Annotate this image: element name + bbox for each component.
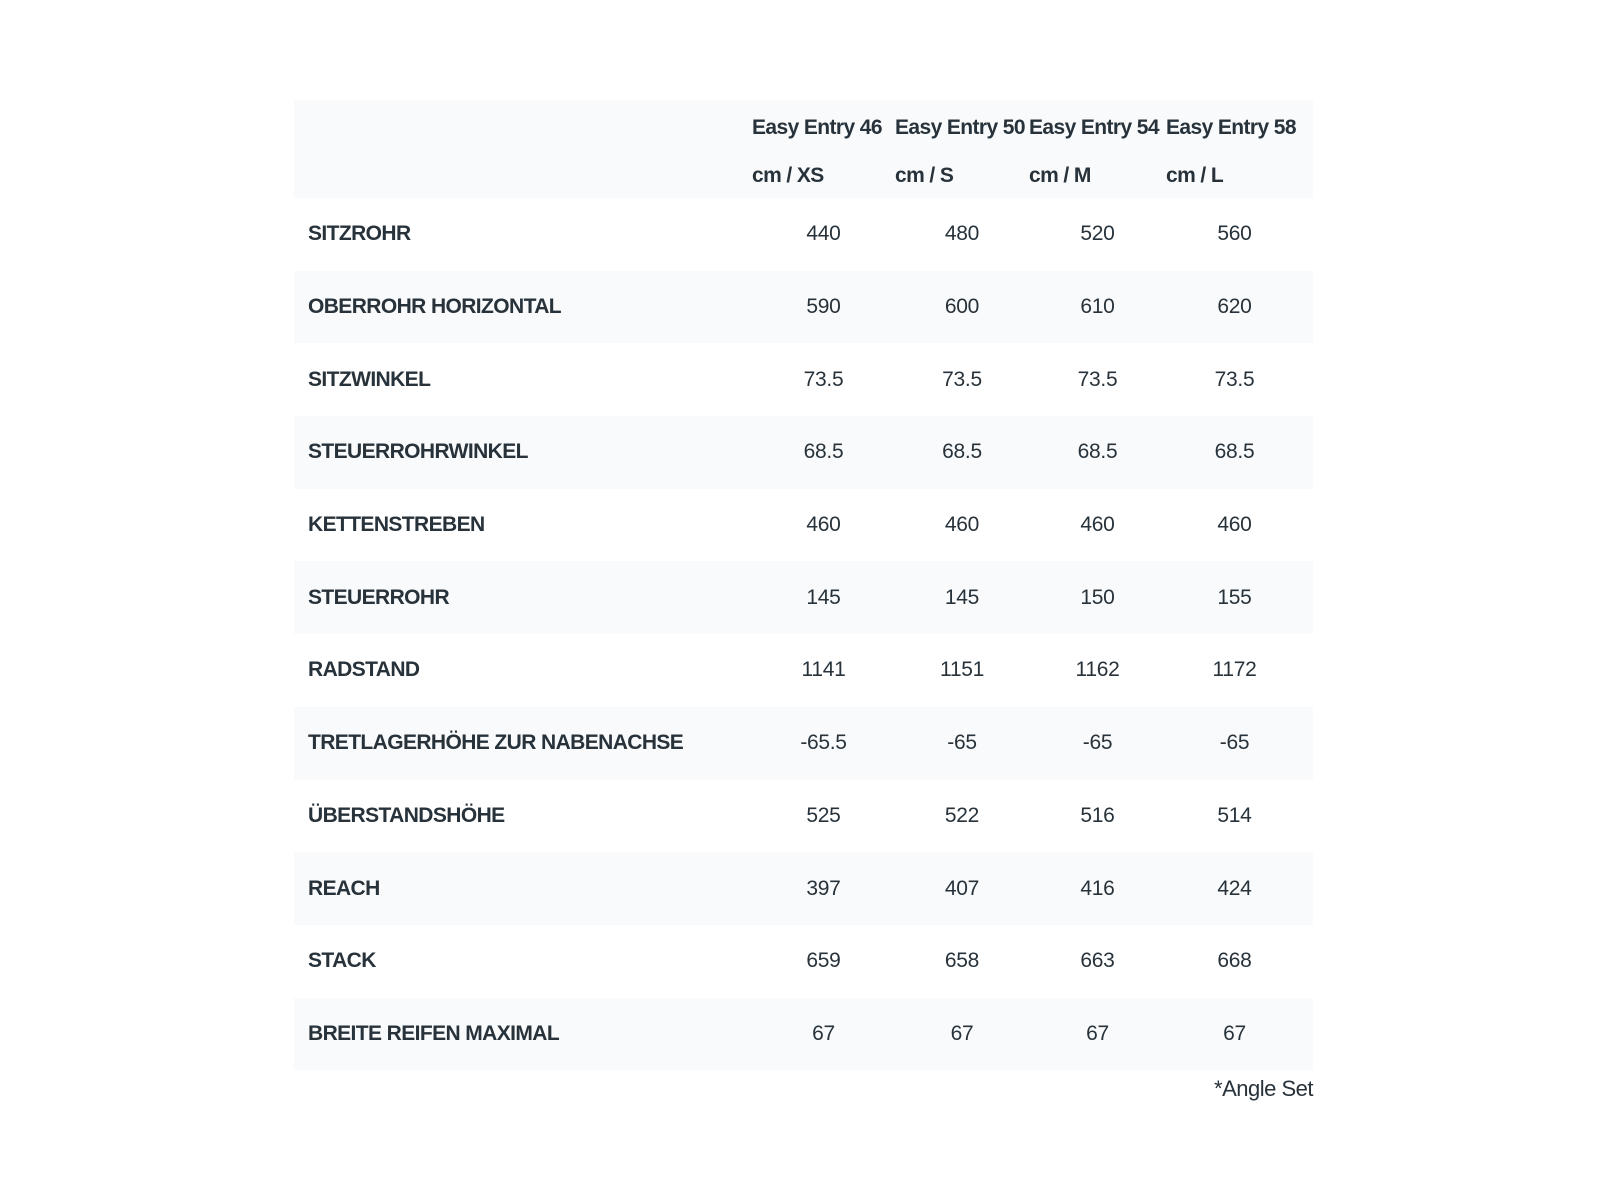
cell-value: 522 — [944, 803, 980, 827]
cell-value: 440 — [806, 222, 841, 246]
cell-value: 460 — [1217, 513, 1252, 537]
column-header-m — [1029, 100, 1166, 198]
cell-value: 1151 — [940, 658, 984, 682]
cell-value: 668 — [1217, 949, 1252, 973]
table-row — [294, 489, 1313, 562]
table-row — [294, 561, 1313, 634]
row-label: SITZWINKEL — [308, 367, 431, 391]
cell-value: 155 — [1217, 585, 1252, 609]
row-label: ÜBERSTANDSHÖHE — [308, 803, 505, 827]
cell-value: 460 — [1080, 513, 1115, 537]
column-header-line1: Easy Entry 58 — [1166, 116, 1296, 139]
table-header — [294, 100, 1313, 198]
row-label: BREITE REIFEN MAXIMAL — [308, 1021, 560, 1045]
cell-value: 68.5 — [942, 440, 982, 464]
cell-value: 73.5 — [803, 367, 844, 391]
cell-value: 663 — [1080, 949, 1115, 973]
cell-value: 416 — [1080, 876, 1115, 900]
cell-value: 610 — [1080, 295, 1115, 319]
cell-value: 658 — [944, 949, 980, 973]
cell-value: 73.5 — [942, 367, 982, 391]
cell-value: 480 — [944, 222, 980, 246]
column-header-line1: Easy Entry 50 — [895, 116, 1025, 139]
cell-value: 150 — [1080, 585, 1115, 609]
row-label: SITZROHR — [308, 222, 411, 246]
cell-value: 620 — [1217, 295, 1252, 319]
table-row — [294, 271, 1313, 344]
cell-value: 145 — [806, 585, 841, 609]
header-empty-cell — [294, 100, 752, 198]
cell-value: 73.5 — [1077, 367, 1118, 391]
row-label: KETTENSTREBEN — [308, 513, 485, 537]
table-row — [294, 780, 1313, 853]
table-row — [294, 634, 1313, 707]
cell-value: 67 — [812, 1021, 835, 1045]
column-header-line2: cm / M — [1029, 164, 1091, 187]
table-row — [294, 707, 1313, 780]
table-row — [294, 198, 1313, 271]
row-label: RADSTAND — [308, 658, 420, 682]
table-row — [294, 343, 1313, 416]
cell-value: 560 — [1217, 222, 1252, 246]
column-header-s — [895, 100, 1029, 198]
cell-value: 1162 — [1075, 658, 1120, 682]
cell-value: 460 — [806, 513, 841, 537]
cell-value: 68.5 — [1077, 440, 1118, 464]
cell-value: 1141 — [801, 658, 846, 682]
cell-value: 520 — [1080, 222, 1115, 246]
cell-value: 397 — [806, 876, 841, 900]
cell-value: 590 — [806, 295, 841, 319]
column-header-line1: Easy Entry 46 — [752, 116, 882, 139]
cell-value: 424 — [1217, 876, 1252, 900]
cell-value: 659 — [806, 949, 841, 973]
geometry-table — [294, 100, 1313, 1070]
column-header-l — [1166, 100, 1313, 198]
column-header-xs — [752, 100, 895, 198]
cell-value: 68.5 — [803, 440, 844, 464]
cell-value: 525 — [806, 803, 841, 827]
cell-value: 67 — [950, 1021, 974, 1045]
column-header-line2: cm / XS — [752, 164, 824, 187]
row-label: STACK — [308, 949, 376, 973]
row-label: STEUERROHR — [308, 585, 450, 609]
row-label: TRETLAGERHÖHE ZUR NABENACHSE — [308, 731, 684, 755]
table-row — [294, 998, 1313, 1071]
cell-value: 407 — [944, 876, 980, 900]
column-header-line2: cm / S — [895, 164, 954, 187]
cell-value: -65 — [947, 731, 977, 755]
cell-value: 516 — [1080, 803, 1115, 827]
table-row — [294, 416, 1313, 489]
cell-value: 67 — [1086, 1021, 1109, 1045]
cell-value: 514 — [1217, 803, 1252, 827]
cell-value: 145 — [944, 585, 980, 609]
cell-value: 1172 — [1212, 658, 1257, 682]
table-row — [294, 925, 1313, 998]
cell-value: 73.5 — [1214, 367, 1255, 391]
cell-value: -65 — [1219, 731, 1250, 755]
table-row — [294, 852, 1313, 925]
column-header-line1: Easy Entry 54 — [1029, 116, 1159, 139]
row-label: OBERROHR HORIZONTAL — [308, 295, 562, 319]
cell-value: -65.5 — [800, 731, 847, 755]
row-label: STEUERROHRWINKEL — [308, 440, 528, 464]
cell-value: 460 — [944, 513, 980, 537]
cell-value: 600 — [944, 295, 980, 319]
footnote: *Angle Set — [1214, 1076, 1313, 1101]
cell-value: -65 — [1082, 731, 1113, 755]
column-header-line2: cm / L — [1166, 164, 1224, 187]
cell-value: 67 — [1223, 1021, 1246, 1045]
row-label: REACH — [308, 876, 380, 900]
cell-value: 68.5 — [1214, 440, 1255, 464]
